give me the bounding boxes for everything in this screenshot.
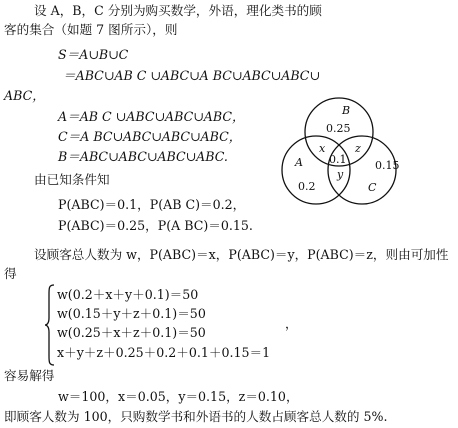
label-c: C <box>368 181 377 194</box>
intro-line-2: 客的集合（如题 7 图所示），则 <box>4 22 178 37</box>
var-y: y <box>337 168 344 181</box>
equation-4: x＋y＋z＋0.25＋0.2＋0.1＋0.15＝1 <box>57 345 271 360</box>
solution-heading: 容易解得 <box>4 368 55 383</box>
union-expansion-line-1: ＝ABC∪AB C ∪ABC∪A BC∪ABC∪ABC∪ <box>63 68 320 83</box>
union-expansion-line-2: ABC， <box>4 88 45 103</box>
conclusion-line: 即顾客人数为 100，只购数学书和外语书的人数占顾客总人数的 5%. <box>4 409 388 424</box>
equation-2: w(0.15＋y＋z＋0.1)＝50 <box>57 306 206 321</box>
known-probabilities-line-2: P(ABC)＝0.25，P(A BC)＝0.15. <box>58 218 253 233</box>
known-conditions-heading: 由已知条件知 <box>34 172 110 187</box>
setup-line-1: 设顾客总人数为 w，P(ABC)＝x，P(ABC)＝y，P(ABC)＝z，则由可加性 <box>34 247 449 262</box>
solution-values: w＝100，x＝0.05，y＝0.15，z＝0.10， <box>58 389 299 404</box>
set-b-definition: B＝ABC∪ABC∪ABC∪ABC. <box>58 149 228 164</box>
label-b: B <box>342 104 351 117</box>
union-equation: S＝A∪B∪C <box>58 47 129 62</box>
system-brace <box>44 284 56 366</box>
var-x: x <box>319 142 326 155</box>
set-c-definition: C＝A BC∪ABC∪ABC∪ABC， <box>58 129 242 144</box>
known-probabilities-line-1: P(ABC)＝0.1，P(AB C)＝0.2， <box>58 197 246 212</box>
intro-line-1: 设 A，B，C 分别为购买数学，外语，理化类书的顾 <box>34 3 322 18</box>
var-z: z <box>355 142 361 155</box>
system-trailing-comma: ， <box>285 316 298 331</box>
equation-1: w(0.2＋x＋y＋0.1)＝50 <box>57 287 199 302</box>
set-a-definition: A＝AB C ∪ABC∪ABC∪ABC， <box>58 109 245 124</box>
setup-line-2: 得 <box>4 266 17 281</box>
value-c-only: 0.15 <box>375 159 400 172</box>
venn-diagram <box>273 97 453 217</box>
value-b-only: 0.25 <box>326 122 351 135</box>
value-center: 0.1 <box>329 153 347 166</box>
value-a-only: 0.2 <box>298 180 316 193</box>
equation-3: w(0.25＋x＋z＋0.1)＝50 <box>57 325 206 340</box>
label-a: A <box>295 156 303 169</box>
